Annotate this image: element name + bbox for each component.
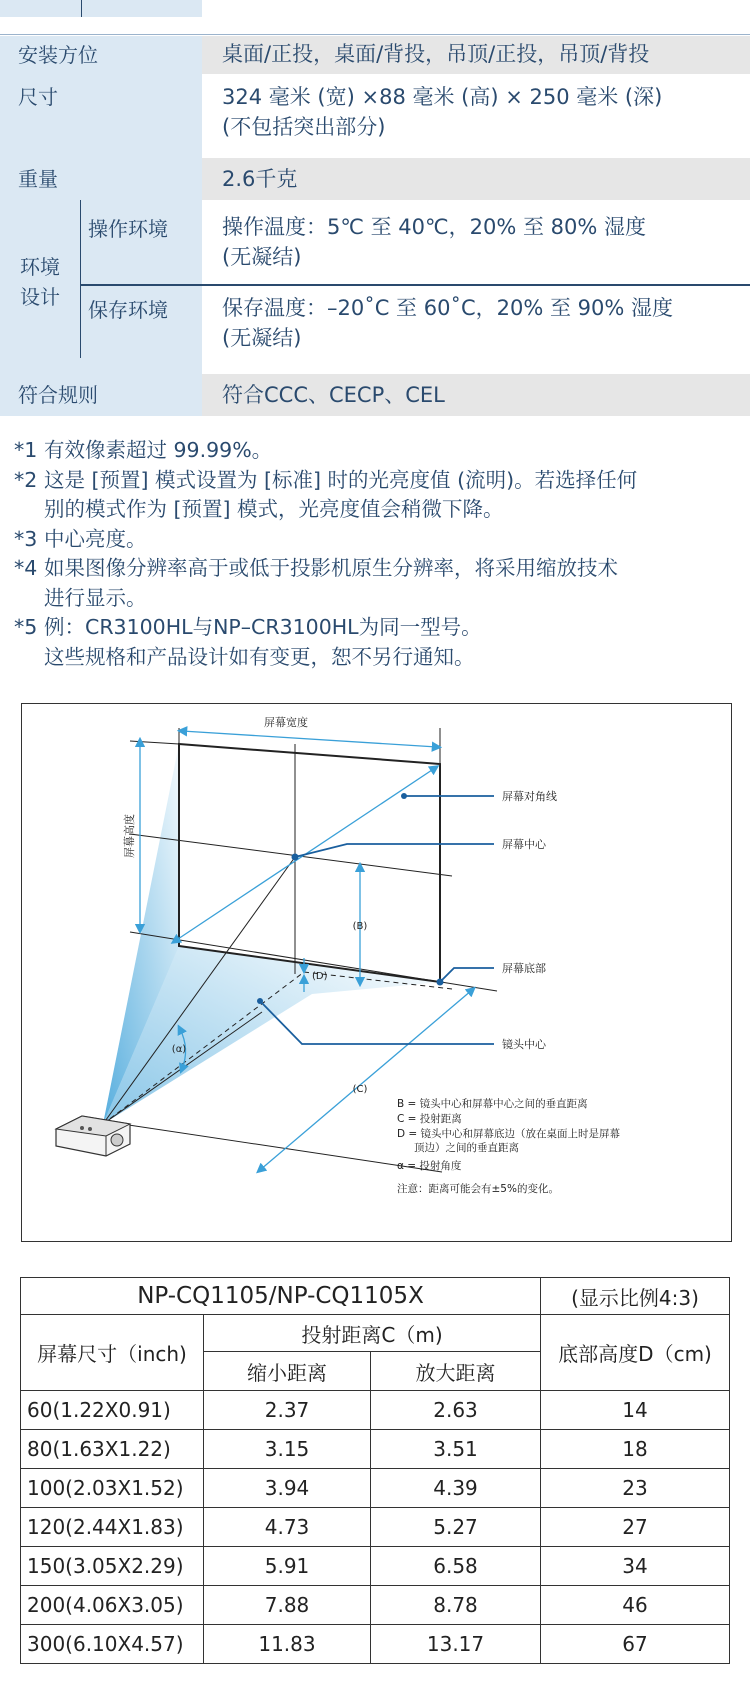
table-model: NP-CQ1105/NP-CQ1105X: [21, 1278, 541, 1315]
label-screen-width: 屏幕宽度: [264, 716, 308, 729]
table-row: 200(4.06X3.05) 7.88 8.78 46: [21, 1586, 730, 1625]
spec-row-dimensions: [0, 74, 750, 158]
table-row: 60(1.22X0.91) 2.37 2.63 14: [21, 1391, 730, 1430]
label-screen-height: 屏幕高度: [123, 814, 136, 858]
spec-value: 2.6千克: [222, 167, 298, 191]
label-lens-center: 镜头中心: [502, 1038, 546, 1051]
spec-label: 尺寸: [18, 85, 58, 109]
footnote-2: *2 这是 [预置] 模式设置为 [标准] 时的光亮度值 (流明)。若选择任何: [14, 467, 638, 492]
legend-d-cont: 顶边）之间的垂直距离: [414, 1142, 519, 1154]
throw-distance-table: [20, 1277, 729, 1664]
spec-sub-label-storage: 保存环境: [88, 298, 168, 322]
footnote-4-cont: 进行显示。: [44, 585, 147, 610]
legend-d: D = 镜头中心和屏幕底边（放在桌面上时是屏幕: [397, 1128, 621, 1140]
spec-label: 重量: [18, 167, 58, 191]
spec-value-operating: 操作温度：5℃ 至 40℃，20% 至 80% 湿度: [222, 215, 646, 239]
spec-value: 符合CCC、CECP、CEL: [222, 383, 445, 407]
table-row: 300(6.10X4.57) 11.83 13.17 67: [21, 1625, 730, 1664]
col-min-distance: 缩小距离: [204, 1352, 371, 1391]
spec-value: 324 毫米 (宽) ×88 毫米 (高) × 250 毫米 (深): [222, 85, 663, 109]
footnote-3: *3 中心亮度。: [14, 526, 147, 551]
legend-b: B = 镜头中心和屏幕中心之间的垂直距离: [397, 1098, 588, 1110]
table-row: 120(2.44X1.83) 4.73 5.27 27: [21, 1508, 730, 1547]
label-screen-bottom: 屏幕底部: [502, 962, 546, 975]
footnote-2-cont: 别的模式作为 [预置] 模式，光亮度值会稍微下降。: [44, 497, 504, 521]
spec-row-weight: [0, 158, 750, 200]
footnotes: [14, 436, 744, 672]
footnote-5: *5 例：CR3100HL与NP–CR3100HL为同一型号。: [14, 615, 482, 639]
label-screen-diagonal: 屏幕对角线: [502, 790, 557, 803]
throw-table: [20, 1277, 730, 1664]
spec-value: 桌面/正投，桌面/背投，吊顶/正投，吊顶/背投: [222, 42, 650, 66]
label-b: (B): [352, 921, 368, 932]
table-row: 150(3.05X2.29) 5.91 6.58 34: [21, 1547, 730, 1586]
footnote-1: *1 有效像素超过 99.99%。: [14, 438, 273, 462]
projector-icon: [56, 1116, 130, 1156]
table-row: 100(2.03X1.52) 3.94 4.39 23: [21, 1469, 730, 1508]
spec-label: 安装方位: [18, 43, 98, 67]
legend-c: C = 投射距离: [397, 1113, 462, 1125]
projection-diagram: [21, 703, 732, 1242]
spec-row-top: [0, 0, 750, 17]
col-max-distance: 放大距离: [371, 1352, 541, 1391]
legend-alpha: α = 投射角度: [397, 1160, 462, 1172]
spec-row-compliance: [0, 374, 750, 416]
spec-row-environment: [0, 200, 750, 358]
col-throw-distance: 投射距离C（m): [204, 1315, 541, 1352]
footnote-5-cont: 这些规格和产品设计如有变更，恕不另行通知。: [44, 644, 475, 669]
label-screen-center: 屏幕中心: [502, 838, 546, 851]
label-d: (D): [312, 971, 328, 982]
diagram-caution: 注意：距离可能会有±5%的变化。: [397, 1183, 559, 1195]
spec-value-storage: 保存温度：–20˚C 至 60˚C，20% 至 90% 湿度: [222, 296, 673, 320]
spec-value-storage-2: (无凝结): [222, 326, 302, 350]
spec-value-operating-2: (无凝结): [222, 245, 302, 269]
spec-group-label: 环境: [20, 255, 60, 279]
col-screen-size: 屏幕尺寸（inch): [21, 1315, 204, 1391]
col-bottom-height: 底部高度D（cm): [541, 1315, 730, 1391]
spec-group-label-2: 设计: [20, 285, 60, 309]
spec-sub-label-operating: 操作环境: [88, 217, 168, 241]
table-row: 80(1.63X1.22) 3.15 3.51 18: [21, 1430, 730, 1469]
spec-row-mounting: [0, 36, 750, 74]
label-alpha: (α): [171, 1044, 187, 1055]
table-ratio: (显示比例4:3): [541, 1278, 730, 1315]
label-c: (C): [352, 1084, 368, 1095]
footnote-4: *4 如果图像分辨率高于或低于投影机原生分辨率，将采用缩放技术: [14, 556, 618, 580]
spec-label: 符合规则: [18, 383, 98, 407]
table-header: [21, 1315, 730, 1352]
spec-value-2: (不包括突出部分): [222, 115, 386, 139]
projection-diagram-svg: [22, 704, 731, 1241]
table-header-model: [21, 1278, 730, 1315]
dim-width-arrow: [182, 731, 437, 747]
